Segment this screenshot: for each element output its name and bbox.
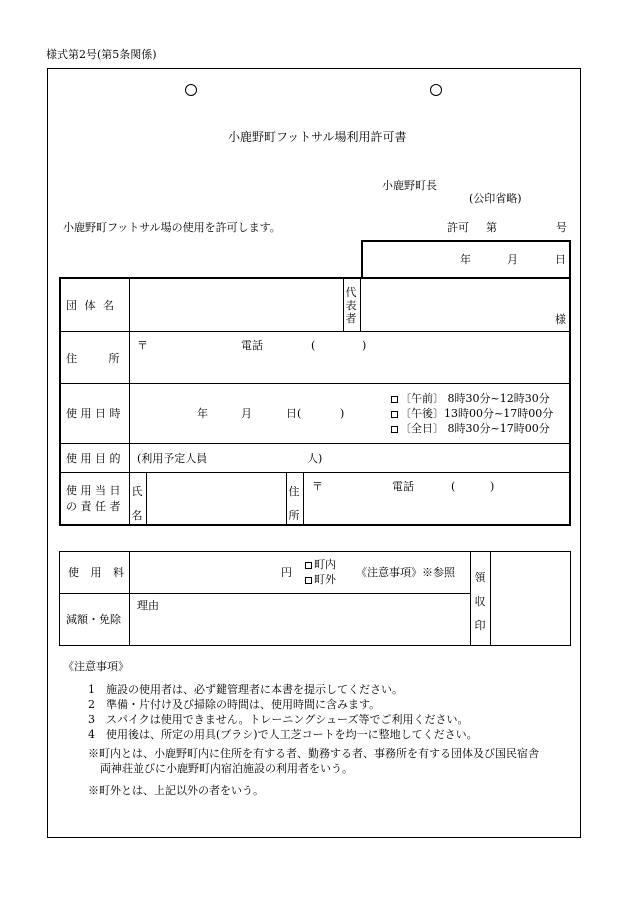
slot-option-label: 〔全日〕 8時30分~17時00分: [400, 422, 550, 435]
date-day-label: 日: [555, 253, 566, 266]
checkbox-icon[interactable]: [391, 396, 398, 403]
notes-item: 2 準備・片付け及び掃除の時間は、使用時間に含みます。: [88, 698, 381, 711]
group-name-label: 団 体 名: [66, 299, 116, 312]
table-line: [59, 551, 60, 646]
responsible-tel-paren-close: ): [490, 480, 495, 493]
permit-statement: 小鹿野町フットサル場の使用を許可します。: [63, 221, 281, 234]
use-day-label: 日(: [286, 407, 302, 420]
responsible-name-label: 氏名: [131, 485, 143, 522]
checkbox-icon[interactable]: [305, 577, 312, 584]
fee-option-out-town[interactable]: [305, 574, 336, 585]
reduction-label: 減額・免除: [66, 613, 121, 626]
table-line: [59, 277, 571, 279]
slot-option-fullday[interactable]: [391, 423, 550, 434]
table-line: [60, 472, 570, 473]
table-line: [570, 551, 571, 646]
responsible-tel-paren-open: (: [451, 480, 456, 493]
table-line: [129, 278, 130, 525]
responsible-label-line1: 使 用 当 日: [66, 484, 121, 497]
notes-heading: 《注意事項》: [63, 660, 129, 673]
page-title: 小鹿野町フットサル場利用許可書: [228, 130, 407, 144]
table-line: [361, 240, 571, 242]
checkbox-icon[interactable]: [305, 562, 312, 569]
form-number: 様式第2号(第5条関係): [46, 48, 157, 61]
address-label: 住 所: [66, 352, 134, 365]
table-line: [303, 473, 304, 525]
address-tel-paren-open: (: [311, 339, 316, 352]
receipt-stamp-label: 領収印: [474, 571, 486, 632]
purpose-label: 使 用 目 的: [66, 452, 121, 465]
table-line: [59, 645, 571, 646]
table-line: [59, 551, 571, 552]
checkbox-icon[interactable]: [391, 426, 398, 433]
address-tel-label: 電話: [241, 339, 263, 352]
use-year-label: 年: [197, 407, 208, 420]
table-line: [129, 551, 130, 646]
responsible-label-line2: の 責 任 者: [66, 500, 121, 513]
table-line: [470, 551, 471, 646]
use-datetime-label: 使 用 日 時: [66, 407, 121, 420]
seal-note: (公印省略): [469, 192, 522, 205]
slot-option-label: 〔午前〕 8時30分~12時30分: [400, 392, 550, 405]
notes-item: 1 施設の使用者は、必ず鍵管理者に本書を提示してください。: [88, 683, 403, 696]
responsible-tel-label: 電話: [392, 480, 414, 493]
table-line: [60, 331, 570, 332]
use-month-label: 月: [241, 407, 252, 420]
permit-no-go: 号: [556, 221, 567, 234]
fee-label: 使 用 料: [68, 566, 128, 579]
definition-in-town-line2: 両神荘並びに小鹿野町内宿泊施設の利用者をいう。: [100, 762, 353, 775]
notes-item: 3 スパイクは使用できません。トレーニングシューズ等でご利用ください。: [88, 713, 469, 726]
table-line: [286, 473, 287, 525]
fee-yen-unit: 円: [281, 566, 292, 579]
fee-option-in-town[interactable]: [305, 559, 336, 570]
table-line: [361, 240, 363, 278]
notes-item: 4 使用後は、所定の用具(ブラシ)で人工芝コートを均一に整地してください。: [88, 728, 478, 741]
permit-no-dai: 第: [486, 221, 497, 234]
table-line: [343, 278, 344, 331]
table-line: [60, 383, 570, 384]
table-line: [59, 277, 61, 526]
use-day-paren-close: ): [340, 407, 345, 420]
responsible-postal-mark: 〒: [312, 480, 323, 493]
binder-hole-right: [430, 84, 442, 96]
responsible-address-label: 住所: [288, 485, 300, 522]
people-unit-label: 人): [307, 452, 323, 465]
slot-option-label: 〔午後〕13時00分~17時00分: [400, 407, 554, 420]
table-line: [59, 593, 471, 594]
definition-in-town-line1: ※町内とは、小鹿野町内に住所を有する者、勤務する者、事務所を有する団体及び国民宿舎: [88, 747, 539, 760]
table-line: [360, 278, 361, 331]
definition-out-of-town: ※町外とは、上記以外の者をいう。: [88, 784, 264, 797]
checkbox-icon[interactable]: [391, 411, 398, 418]
date-month-label: 月: [507, 253, 518, 266]
issuer-name: 小鹿野町長: [382, 179, 437, 192]
table-line: [146, 473, 147, 525]
table-line: [60, 443, 570, 444]
fee-option-label: 町外: [314, 573, 336, 586]
address-postal-mark: 〒: [137, 339, 148, 352]
table-line: [490, 551, 491, 646]
slot-option-morning[interactable]: [391, 393, 550, 404]
planned-users-label: (利用予定人員: [137, 452, 208, 465]
address-tel-paren-close: ): [362, 339, 367, 352]
binder-hole-left: [185, 84, 197, 96]
date-year-label: 年: [460, 253, 471, 266]
slot-option-afternoon[interactable]: [391, 408, 553, 419]
permit-no-prefix: 許可: [447, 221, 469, 234]
representative-label: 代表者: [345, 286, 357, 325]
honorific-sama: 様: [555, 313, 566, 326]
fee-option-label: 町内: [314, 558, 336, 571]
reduction-reason-label: 理由: [137, 599, 159, 612]
fee-note-reference: 《注意事項》※参照: [356, 566, 455, 579]
